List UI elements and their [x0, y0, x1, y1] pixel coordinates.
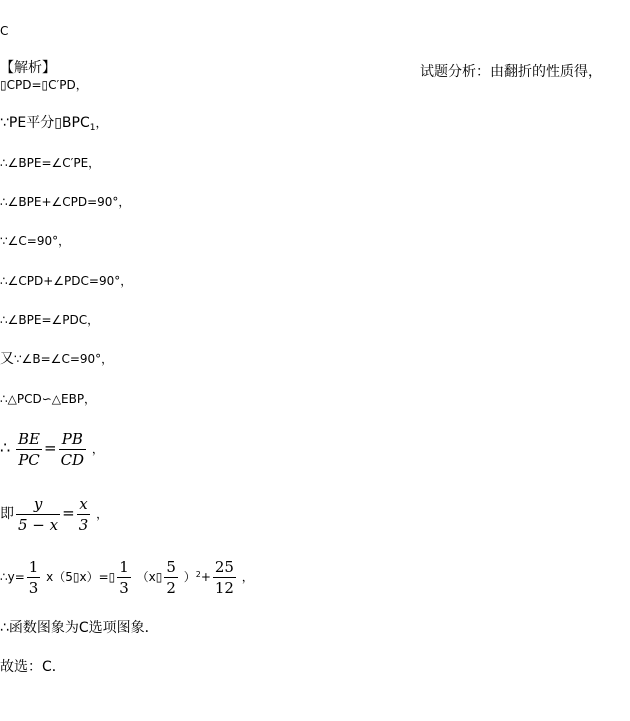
- equation-punct: ，: [96, 507, 109, 521]
- step-text: ∵∠B=∠C=90°，: [14, 352, 114, 366]
- equation-lead: ∴y=: [0, 570, 25, 584]
- denominator: 3: [28, 579, 39, 597]
- equation-function: [0, 558, 254, 597]
- numerator: PB: [59, 430, 87, 450]
- denominator: CD: [60, 451, 85, 469]
- equals-sign: =: [44, 439, 57, 457]
- numerator: x: [77, 495, 91, 515]
- step-lead: 又: [0, 351, 14, 367]
- final-answer-line: 故选：C．: [0, 659, 66, 675]
- fraction: [117, 558, 131, 597]
- plus-sign: +: [200, 570, 211, 584]
- denominator: 12: [214, 579, 234, 597]
- analysis-label: 【解析】: [0, 60, 56, 76]
- denominator: 5 − x: [18, 516, 59, 534]
- numerator: 1: [28, 558, 39, 576]
- fraction: [27, 558, 41, 597]
- step-text: ∵PE平分▯BPC: [0, 115, 90, 131]
- step-punct: ，: [95, 116, 108, 130]
- denominator: 2: [166, 579, 176, 597]
- fraction: [164, 558, 178, 597]
- numerator: 5: [166, 558, 176, 576]
- step-line: ∴∠BPE=∠PDC，: [0, 313, 100, 327]
- step-line: ∴∠CPD+∠PDC=90°，: [0, 274, 133, 288]
- equation-ratio-substituted: [0, 495, 108, 534]
- step-line: [0, 116, 107, 135]
- subscript: 1: [89, 123, 96, 133]
- equation-ratio: [0, 430, 104, 469]
- numerator: y: [16, 495, 60, 515]
- analysis-intro: 试题分析：由翻折的性质得，: [420, 64, 602, 80]
- fraction: [213, 558, 236, 597]
- step-line: ∵∠C=90°，: [0, 234, 71, 248]
- equation-lead: 即: [0, 506, 14, 522]
- equation-punct: ，: [91, 442, 104, 456]
- step-line: [0, 352, 113, 366]
- therefore-symbol: ∴: [0, 438, 11, 457]
- step-line: ∴∠BPE=∠C′PE，: [0, 156, 101, 170]
- denominator: 3: [78, 516, 89, 534]
- equals-sign: =: [62, 504, 75, 522]
- conclusion-line: ∴函数图象为C选项图象．: [0, 620, 159, 636]
- step-line: ∴∠BPE+∠CPD=90°，: [0, 195, 131, 209]
- numerator: BE: [18, 430, 40, 448]
- fraction: [59, 430, 87, 469]
- equation-text: （x▯: [132, 570, 163, 584]
- denominator: 3: [119, 579, 129, 597]
- fraction: [77, 495, 91, 534]
- denominator: PC: [18, 451, 40, 469]
- step-line: ∴△PCD∽△EBP，: [0, 392, 97, 406]
- fraction: [16, 495, 60, 534]
- superscript: 2: [195, 570, 201, 579]
- numerator: 25: [214, 558, 234, 576]
- step-line: ▯CPD=▯C′PD，: [0, 78, 88, 92]
- equation-punct: ，: [237, 570, 254, 584]
- fraction: [16, 430, 42, 469]
- equation-text: ）: [179, 570, 196, 584]
- numerator: 1: [119, 558, 129, 576]
- equation-text: x（5▯x）=▯: [42, 570, 116, 584]
- answer-letter: C: [0, 24, 9, 38]
